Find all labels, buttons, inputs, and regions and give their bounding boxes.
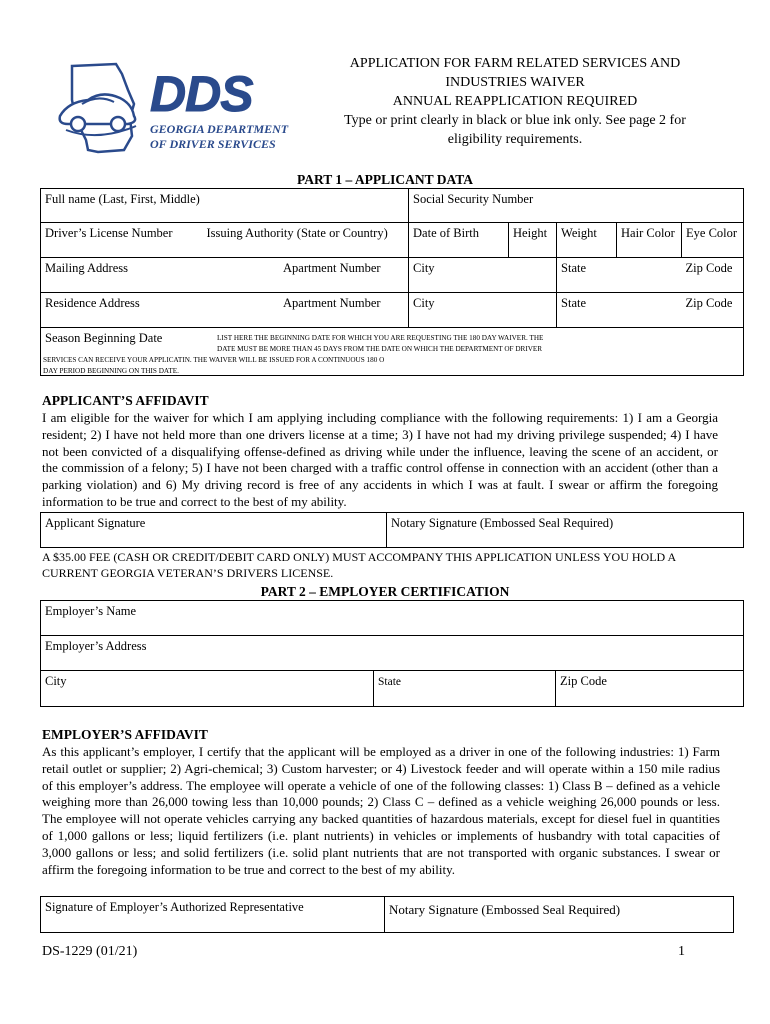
residence-address-field[interactable] [41, 293, 409, 328]
employer-name-label: Employer’s Name [45, 604, 137, 618]
hair-color-label: Hair Color [621, 226, 675, 240]
employer-signature-table [40, 896, 734, 933]
season-note-line-1: LIST HERE THE BEGINNING DATE FOR WHICH YOU ARE REQUESTING THE 180 DAY WAIVER. THE [217, 334, 544, 342]
ssn-field[interactable] [409, 189, 744, 223]
mailing-apartment-label: Apartment Number [283, 261, 381, 275]
residence-apartment-label: Apartment Number [283, 296, 381, 310]
applicant-notary-label: Notary Signature (Embossed Seal Required) [391, 516, 614, 530]
form-title [310, 54, 720, 149]
applicant-data-table [40, 188, 744, 376]
issuing-authority-field[interactable] [203, 223, 409, 258]
dds-logo [58, 60, 289, 155]
title-line-1: APPLICATION FOR FARM RELATED SERVICES AND [349, 56, 681, 71]
employer-table [40, 600, 744, 707]
employer-zip-label: Zip Code [560, 674, 607, 688]
applicant-signature-field[interactable] [41, 513, 387, 548]
mailing-address-label: Mailing Address [45, 261, 128, 275]
instructions-line-2: eligibility requirements. [447, 132, 583, 147]
hair-color-field[interactable] [617, 223, 682, 258]
dl-number-label: Driver’s License Number [45, 226, 173, 240]
part1-heading: PART 1 – APPLICANT DATA [296, 172, 474, 187]
residence-city-field[interactable] [409, 293, 557, 328]
employer-state-field[interactable] [374, 671, 556, 707]
residence-zip-field[interactable] [682, 293, 744, 328]
season-note-line-3: SERVICES CAN RECEIVE YOUR APPLICATIN. THE WAIVER WILL BE ISSUED FOR A CONTINUOUS 180 O [43, 356, 385, 364]
fee-notice [42, 549, 742, 581]
applicant-signature-label: Applicant Signature [45, 516, 146, 530]
mailing-state-label: State [561, 261, 587, 275]
employer-affidavit-heading: EMPLOYER’S AFFIDAVIT [42, 727, 208, 742]
employer-state-label: State [378, 676, 401, 688]
employer-zip-field[interactable] [556, 671, 744, 707]
employer-signature-field[interactable] [41, 897, 385, 933]
mailing-city-field[interactable] [409, 258, 557, 293]
dob-field[interactable] [409, 223, 509, 258]
fee-line-1: A $35.00 FEE (CASH OR CREDIT/DEBIT CARD ONLY) MUST ACCOMPANY THIS APPLICATION UNLESS YOU HOLD A [42, 550, 677, 564]
logo-line1: GEORGIA DEPARTMENT [150, 122, 289, 136]
mailing-state-field[interactable] [557, 258, 682, 293]
employer-notary-field[interactable] [385, 897, 734, 933]
employer-name-field[interactable] [41, 601, 744, 636]
full-name-field[interactable] [41, 189, 409, 223]
title-line-3: ANNUAL REAPPLICATION REQUIRED [392, 94, 638, 109]
season-beginning-label: Season Beginning Date [45, 331, 163, 345]
ssn-label: Social Security Number [413, 192, 534, 206]
employer-address-field[interactable] [41, 636, 744, 671]
weight-field[interactable] [557, 223, 617, 258]
page-number: 1 [678, 944, 685, 959]
employer-notary-label: Notary Signature (Embossed Seal Required) [389, 902, 621, 917]
fee-line-2: CURRENT GEORGIA VETERAN’S DRIVERS LICENSE. [42, 566, 334, 580]
residence-city-label: City [413, 296, 435, 310]
applicant-affidavit-text: I am eligible for the waiver for which I am applying including compliance with the following requirements: 1) I am a Georgia resident; 2) I have not held more than one drivers license at a time; 3) I have not had my driving privilege suspended; 4) I have not been convicted of a disqualifying offense-defined as driving while under the influence, leaving the scene of an accident, or the commission of a felony; 5) I have not been charged with a traffic control offense in connection with an accident (other than a parking violation) and 6) My driving record is free of any accidents in which I was at fault. I swear or affirm the foregoing information to be true and correct to the best of my ability. [42, 410, 718, 509]
logo-acronym: DDS [150, 66, 253, 122]
season-note-line-4: DAY PERIOD BEGINNING ON THIS DATE. [43, 367, 179, 375]
season-beginning-field[interactable] [41, 328, 744, 376]
residence-zip-label: Zip Code [685, 296, 733, 310]
employer-affidavit-text: As this applicant’s employer, I certify that the applicant will be employed as a driver in one of the following industries: 1) Farm retail outlet or supplier; 2) Agri-chemical; 3) Custom harvester; or 4) Livestock feeder and will operate within a 150 mile radius of this employer’s address. The employee will operate a vehicle of one of the following classes: 1) Class B – defined as a vehicle weighing more than 26,000 towing less than 10,000 pounds; 2) Class C – defined as a vehicle weighing 26,000 pounds or less. The employee will not operate vehicles carrying any backed quantities of hazardous materials, except for diesel fuel in quantities of 1,000 gallons or less; liquid fertilizers (i.e. plant nutrients) in vehicles or implements of husbandry with total capacities of 3,000 gallons or less; and solid fertilizers (i.e. solid plant nutrients that are not transported with organic substances. I swear or affirm the foregoing information to be true and correct to the best of my ability. [42, 744, 720, 877]
mailing-address-field[interactable] [41, 258, 409, 293]
season-note-line-2: DATE MUST BE MORE THAN 45 DAYS FROM THE DATE ON WHICH THE DEPARTMENT OF DRIVER [217, 345, 543, 353]
residence-state-field[interactable] [557, 293, 682, 328]
instructions-line-1: Type or print clearly in black or blue ink only. See page 2 for [344, 113, 686, 128]
logo-line2: OF DRIVER SERVICES [150, 137, 276, 151]
eye-color-field[interactable] [682, 223, 744, 258]
mailing-zip-label: Zip Code [685, 261, 733, 275]
eye-color-label: Eye Color [686, 226, 738, 240]
height-field[interactable] [509, 223, 557, 258]
mailing-city-label: City [413, 261, 435, 275]
mailing-zip-field[interactable] [682, 258, 744, 293]
title-line-2: INDUSTRIES WAIVER [445, 75, 585, 90]
applicant-affidavit-heading: APPLICANT’S AFFIDAVIT [42, 393, 209, 408]
dl-number-field[interactable] [41, 223, 203, 258]
part2-heading: PART 2 – EMPLOYER CERTIFICATION [260, 584, 510, 599]
dob-label: Date of Birth [413, 226, 479, 240]
residence-state-label: State [561, 296, 587, 310]
full-name-label: Full name (Last, First, Middle) [45, 192, 200, 206]
residence-address-label: Residence Address [45, 296, 140, 310]
applicant-notary-field[interactable] [387, 513, 744, 548]
employer-city-field[interactable] [41, 671, 374, 707]
height-label: Height [513, 226, 548, 240]
applicant-signature-table [40, 512, 744, 548]
employer-signature-label: Signature of Employer’s Authorized Representative [45, 900, 304, 914]
issuing-authority-label: Issuing Authority (State or Country) [206, 226, 388, 240]
form-number: DS-1229 (01/21) [42, 944, 138, 959]
weight-label: Weight [561, 226, 597, 240]
employer-address-label: Employer’s Address [45, 639, 147, 653]
employer-city-label: City [45, 674, 67, 688]
